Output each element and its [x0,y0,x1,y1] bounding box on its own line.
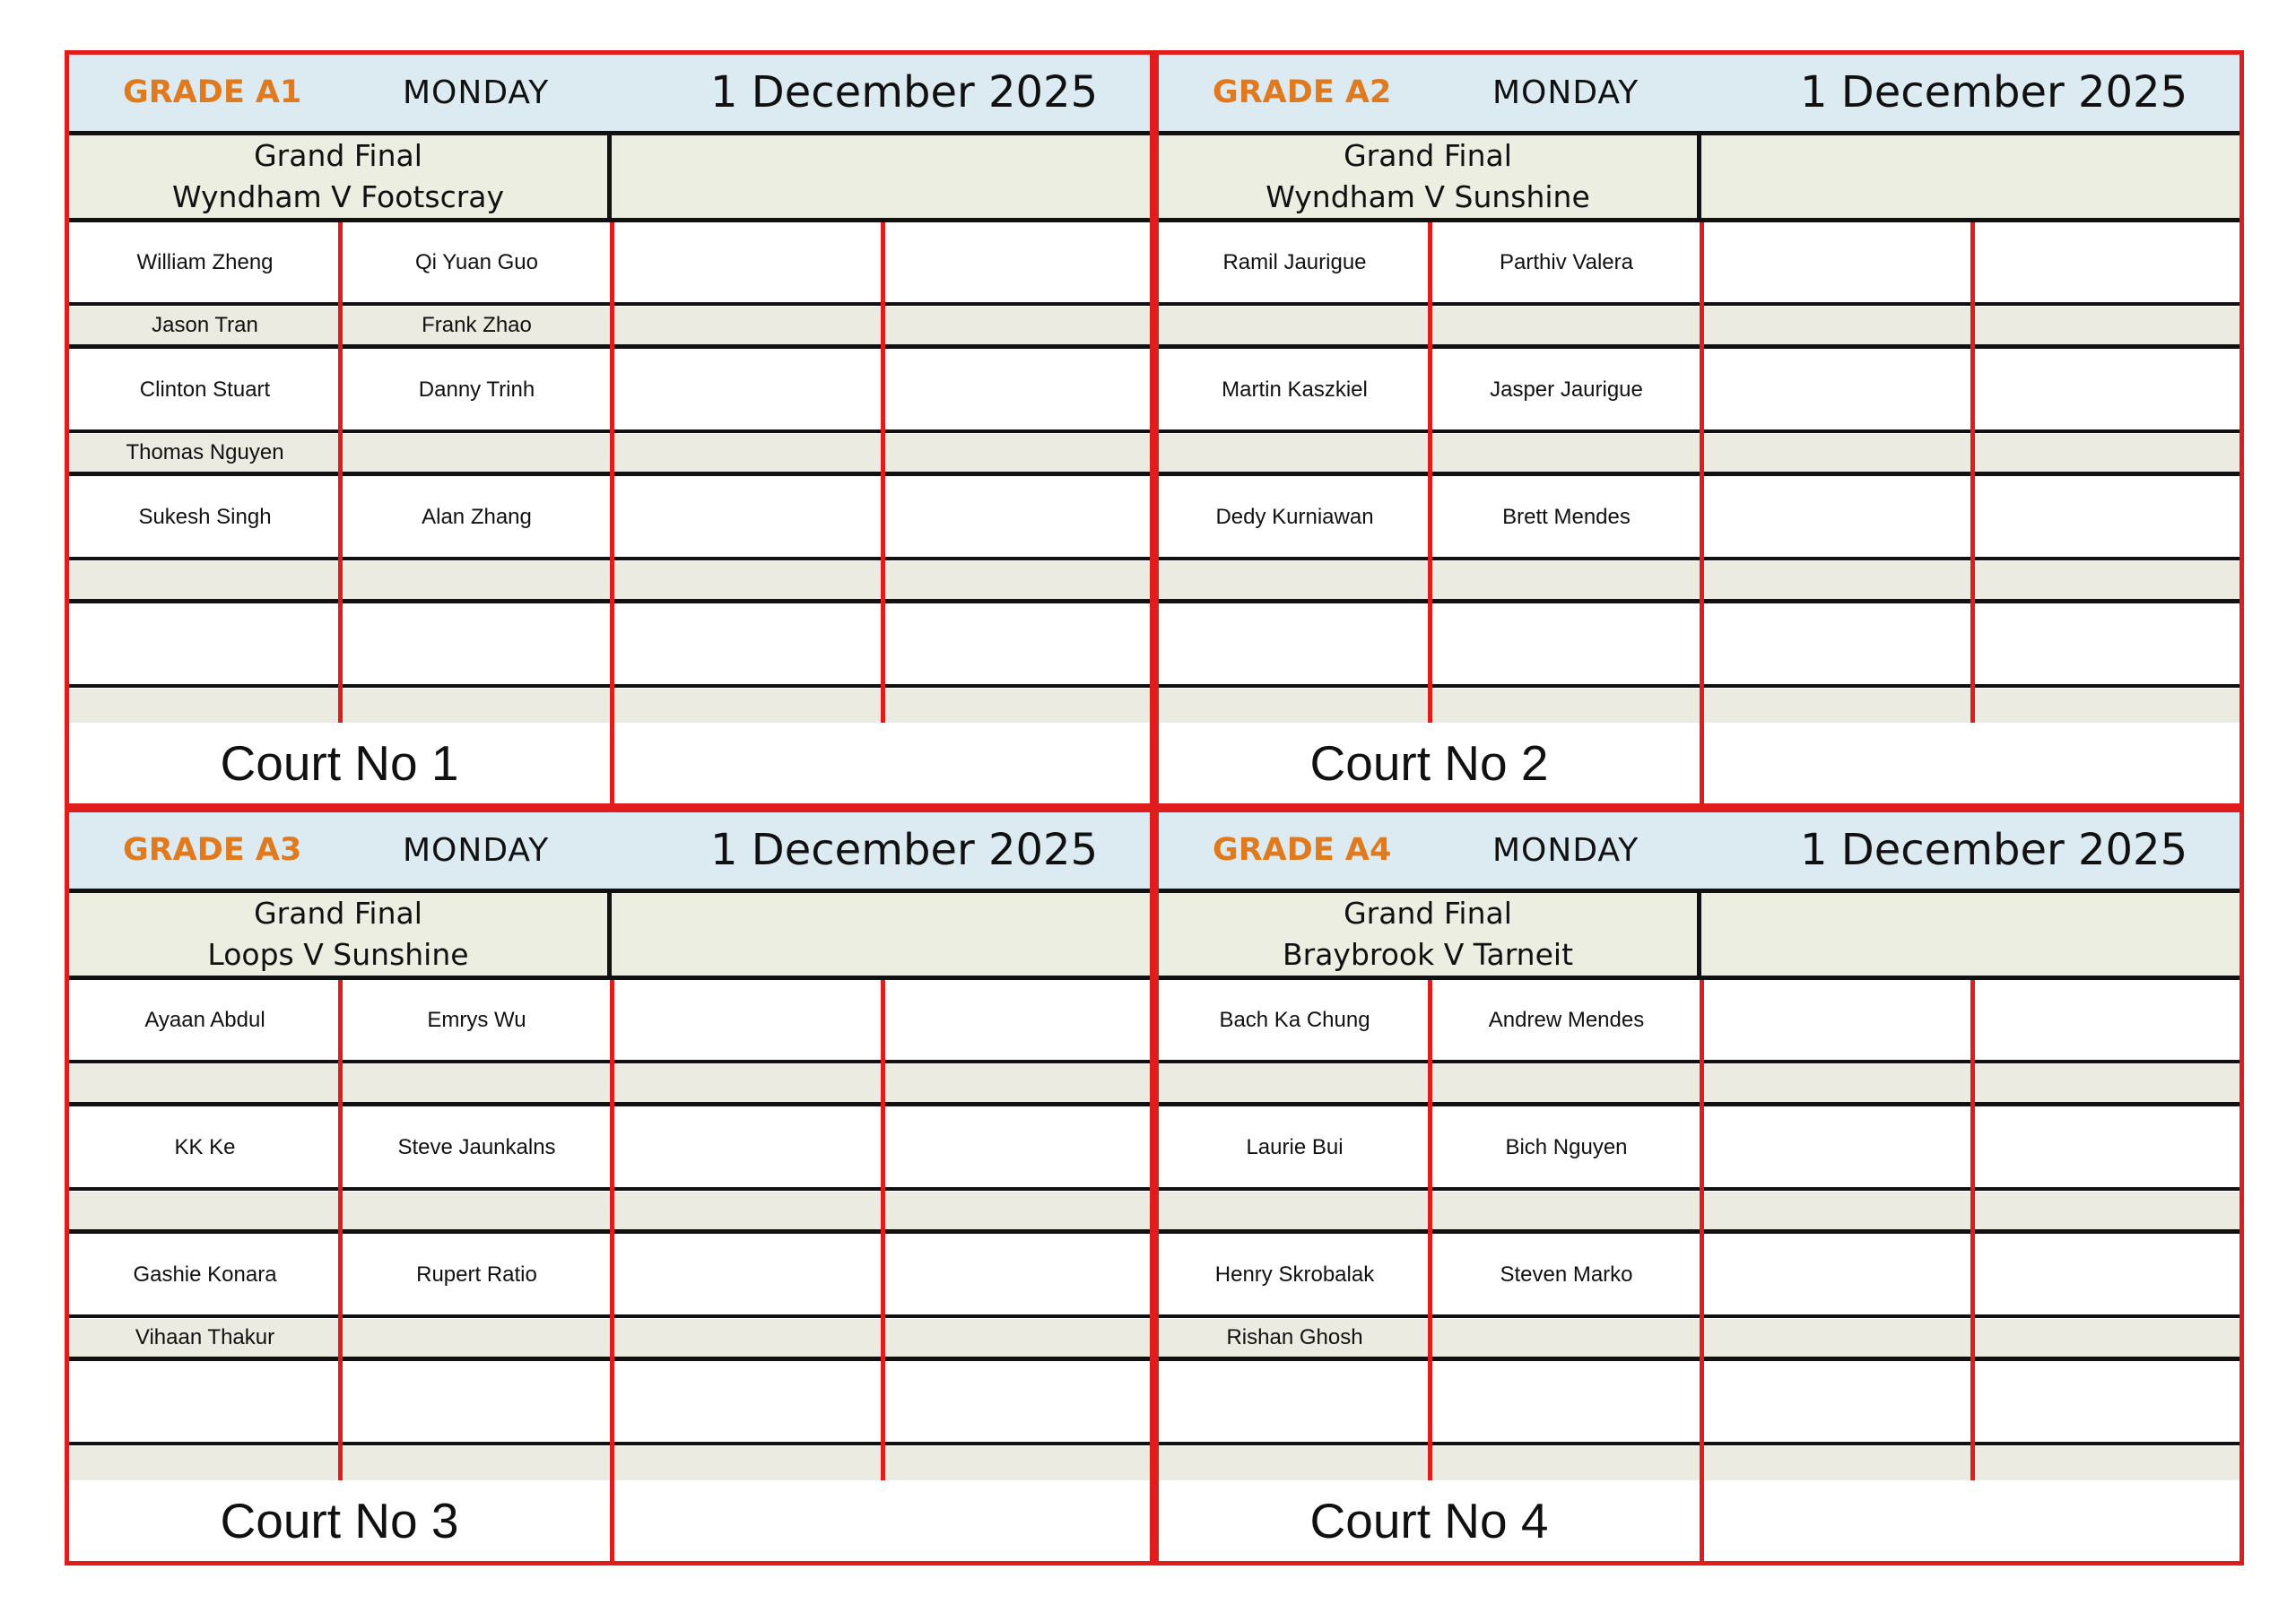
date-label: 1 December 2025 [710,67,1099,117]
player-name: Clinton Stuart [139,377,271,402]
player-name: Sukesh Singh [138,504,272,529]
player-name [69,1064,341,1102]
player-name [1159,689,1431,726]
panel-header [69,55,1150,135]
day-label: MONDAY [1492,832,1639,869]
draw-sheet [65,50,2244,1566]
player-name [1431,434,1702,472]
player-name [341,689,613,726]
court-label: Court No 4 [1159,1480,1704,1561]
player-name [1431,689,1702,726]
player-name [1431,1192,1702,1229]
column-divider [881,980,885,1480]
player-name [1431,561,1702,599]
column-divider [338,980,343,1480]
player-name [341,1446,613,1484]
court-footer [1159,1480,2239,1561]
player-name [1431,1064,1702,1102]
match-label: Braybrook V Tarneit [1282,937,1574,972]
player-name [341,1064,613,1102]
player-name [341,1319,613,1357]
player-name [1159,1362,1431,1442]
court-footer [69,723,1150,803]
column-divider [1970,222,1975,723]
player-name [1431,307,1702,344]
match-banner [69,893,1150,980]
player-name: Dedy Kurniawan [1215,504,1374,529]
player-name: Ramil Jaurigue [1222,249,1367,274]
player-name [1431,604,1702,684]
match-info [1159,893,1701,976]
grade-label: GRADE A1 [123,74,302,110]
player-name: Laurie Bui [1246,1134,1344,1159]
player-name: Steven Marko [1500,1262,1633,1287]
player-name: Jasper Jaurigue [1490,377,1643,402]
player-name [69,561,341,599]
round-label: Grand Final [1344,896,1512,931]
player-name [1159,307,1431,344]
column-divider [1700,980,1704,1480]
player-name [341,1192,613,1229]
court-panel [65,808,1154,1566]
player-name: Ayaan Abdul [144,1007,265,1032]
court-label: Court No 2 [1159,723,1704,803]
court-panel [1154,50,2244,808]
match-info [69,135,612,218]
player-name: Bach Ka Chung [1219,1007,1370,1032]
player-name [1431,1319,1702,1357]
player-name: Andrew Mendes [1488,1007,1645,1032]
round-label: Grand Final [1344,138,1512,173]
day-label: MONDAY [403,74,550,111]
player-name [1431,1446,1702,1484]
round-label: Grand Final [254,896,422,931]
player-name [341,1362,613,1442]
player-name [1159,561,1431,599]
grade-label: GRADE A3 [123,832,302,868]
match-info [1159,135,1701,218]
player-name: Henry Skrobalak [1214,1262,1375,1287]
match-banner [1159,135,2239,222]
panel-header [69,812,1150,893]
player-name: Frank Zhao [422,313,532,337]
court-panel [65,50,1154,808]
player-name: Vihaan Thakur [135,1325,275,1349]
player-name: Brett Mendes [1502,504,1631,529]
player-name [341,561,613,599]
grade-label: GRADE A2 [1213,74,1392,110]
player-name [69,604,341,684]
player-name [1159,1192,1431,1229]
court-footer [69,1480,1150,1561]
player-name [1431,1362,1702,1442]
match-info [69,893,612,976]
player-name [1159,1446,1431,1484]
column-divider [1700,222,1704,723]
match-banner [1159,893,2239,980]
player-name: Qi Yuan Guo [415,249,538,274]
day-label: MONDAY [403,832,550,869]
player-name: William Zheng [136,249,274,274]
player-name: Gashie Konara [133,1262,277,1287]
player-name: Bich Nguyen [1505,1134,1628,1159]
column-divider [1428,980,1432,1480]
panel-header [1159,812,2239,893]
court-label: Court No 1 [69,723,614,803]
match-label: Wyndham V Footscray [171,179,505,214]
player-name [341,604,613,684]
date-label: 1 December 2025 [1800,825,2188,875]
player-name [1159,434,1431,472]
column-divider [610,222,614,723]
match-label: Loops V Sunshine [207,937,469,972]
player-name: Rupert Ratio [416,1262,537,1287]
player-name [69,1362,341,1442]
match-banner [69,135,1150,222]
player-name [1159,1064,1431,1102]
player-name: KK Ke [174,1134,236,1159]
panel-header [1159,55,2239,135]
player-name: Thomas Nguyen [126,440,284,464]
player-name: Jason Tran [152,313,258,337]
day-label: MONDAY [1492,74,1639,111]
player-name: Emrys Wu [427,1007,526,1032]
player-name [69,689,341,726]
court-footer [1159,723,2239,803]
match-label: Wyndham V Sunshine [1265,179,1590,214]
player-name [69,1192,341,1229]
column-divider [1970,980,1975,1480]
round-label: Grand Final [254,138,422,173]
player-name: Steve Jaunkalns [397,1134,556,1159]
column-divider [338,222,343,723]
player-name: Alan Zhang [422,504,532,529]
player-name: Rishan Ghosh [1226,1325,1363,1349]
player-name: Parthiv Valera [1500,249,1633,274]
court-label: Court No 3 [69,1480,614,1561]
player-name: Danny Trinh [418,377,535,402]
player-name [341,434,613,472]
player-name [69,1446,341,1484]
player-name: Martin Kaszkiel [1222,377,1368,402]
column-divider [610,980,614,1480]
court-panel [1154,808,2244,1566]
column-divider [881,222,885,723]
date-label: 1 December 2025 [1800,67,2188,117]
date-label: 1 December 2025 [710,825,1099,875]
grade-label: GRADE A4 [1213,832,1392,868]
column-divider [1428,222,1432,723]
player-name [1159,604,1431,684]
